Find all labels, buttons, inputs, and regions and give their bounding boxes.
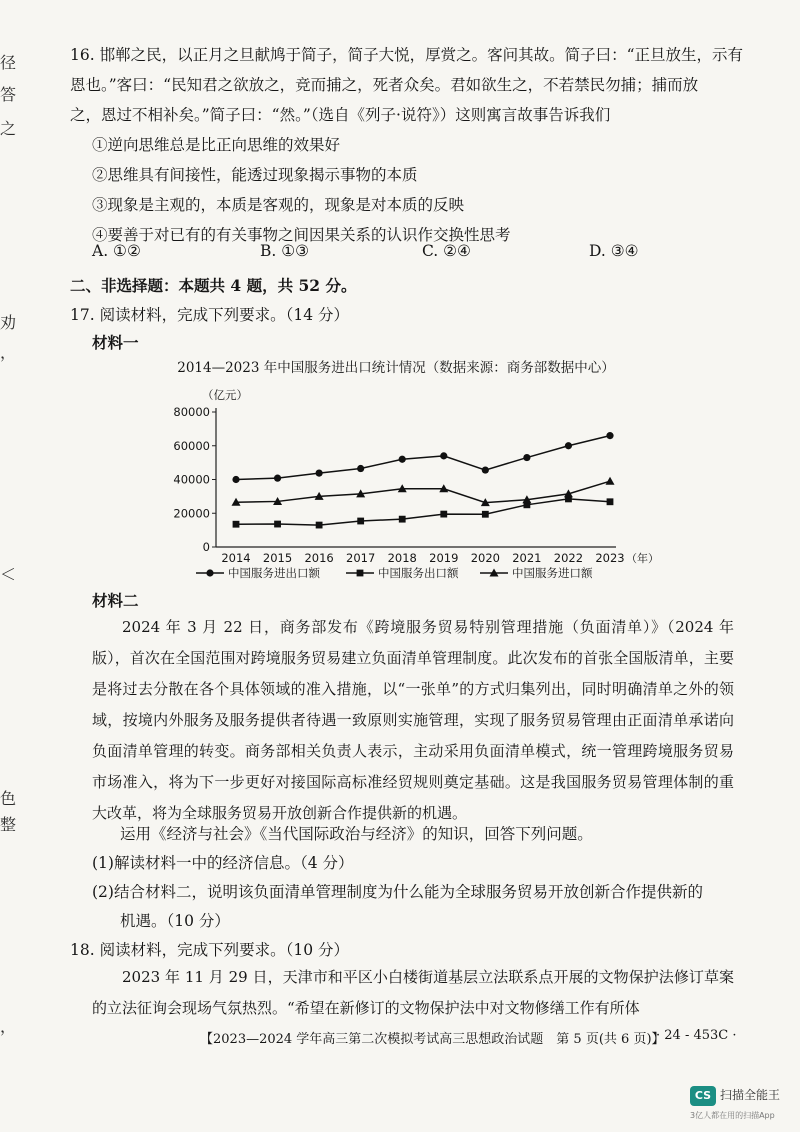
data-point [357, 570, 364, 577]
scanner-name: 扫描全能王 [720, 1088, 781, 1102]
y-tick-label: 80000 [173, 405, 210, 419]
data-point [565, 442, 572, 449]
legend-label: 中国服务进出口额 [228, 566, 320, 580]
series-line [236, 481, 610, 502]
data-point [316, 469, 323, 476]
data-point [316, 522, 323, 529]
x-tick-label: 2019 [429, 551, 459, 565]
q17-subquestion-2-cont: 机遇。（10 分） [120, 912, 230, 930]
q18-text: 2023 年 11 月 29 日，天津市和平区小白楼街道基层立法联系点开展的文物保护法修订草案的立法征询会现场气氛热烈。“希望在新修订的文物保护法中对文物修缮工作有所体 [92, 968, 734, 1017]
material-2-label: 材料二 [92, 591, 139, 610]
data-point [274, 475, 281, 482]
series-triangle [232, 477, 615, 506]
y-tick-label: 0 [202, 540, 210, 554]
q16-statement: ②思维具有间接性，能透过现象揭示事物的本质 [92, 166, 418, 184]
data-point [440, 452, 447, 459]
chart-title: 2014—2023 年中国服务进出口统计情况（数据来源：商务部数据中心） [177, 360, 615, 376]
q17-stem: 17. 阅读材料，完成下列要求。（14 分） [70, 306, 349, 324]
x-tick-label: 2017 [346, 551, 376, 565]
x-tick-label: 2020 [470, 551, 500, 565]
q17-subquestion-1: (1)解读材料一中的经济信息。（4 分） [92, 854, 354, 872]
q16-stem-line: 16. 邯郸之民，以正月之旦献鸠于简子，简子大悦，厚赏之。客问其故。简子曰：“正旦放生，示有 [70, 46, 744, 64]
q18-stem: 18. 阅读材料，完成下列要求。（10 分） [70, 941, 349, 959]
section-heading: 二、非选择题：本题共 4 题，共 52 分。 [70, 276, 357, 295]
option-b: B. ①③ [260, 242, 310, 260]
scanner-logo: CS [690, 1086, 716, 1106]
data-point [606, 432, 613, 439]
services-trade-chart [150, 352, 660, 584]
margin-fragment: ＜ [0, 565, 17, 584]
q16-stem-line: 之，恩过不相补矣。”简子曰：“然。”（选自《列子·说符》）这则寓言故事告诉我们 [70, 106, 611, 124]
x-axis-unit: （年） [626, 552, 659, 565]
x-tick-label: 2014 [221, 551, 251, 565]
q16-statement: ①逆向思维总是比正向思维的效果好 [92, 136, 341, 154]
data-point [232, 476, 239, 483]
paper-code: · 24 - 453C · [656, 1028, 737, 1043]
material-2-text: 2024 年 3 月 22 日，商务部发布《跨境服务贸易特别管理措施（负面清单）》（2024 年版），首次在全国范围对跨境服务贸易建立负面清单管理制度。此次发布的首张全国版清单，主要是将过去分散在各个具体领域的准入措施，以“一张单”的方式归集列出，同时明确清单之外的领域，按境内外服务及服务提供者待遇一致原则实施管理，实现了服务贸易管理由正面清单承诺向负面清单管理的转变。商务部相关负责人表示，主动采用负面清单模式，统一管理跨境服务贸易市场准入，将为下一步更好对接国际高标准经贸规则奠定基础。这是我国服务贸易管理体制的重大改革，将为全球服务贸易开放创新合作提供新的机遇。 [92, 618, 734, 822]
data-point [274, 521, 281, 528]
q16-statement: ③现象是主观的，本质是客观的，现象是对本质的反映 [92, 196, 465, 214]
margin-fragment: 整 [0, 815, 17, 834]
q17-subquestion-2: (2)结合材料二，说明该负面清单管理制度为什么能为全球服务贸易开放创新合作提供新的 [92, 883, 703, 901]
data-point [399, 516, 406, 523]
data-point [606, 477, 615, 485]
material-1-label: 材料一 [92, 333, 139, 352]
legend-label: 中国服务出口额 [378, 566, 459, 580]
x-tick-label: 2022 [553, 551, 584, 565]
data-point [482, 511, 489, 518]
margin-fragment: 劝 [0, 313, 17, 332]
data-point [357, 518, 364, 525]
margin-fragment: 径 [0, 53, 17, 72]
x-tick-label: 2023 [595, 551, 625, 565]
series-line [236, 499, 610, 525]
y-axis-label: （亿元） [202, 388, 248, 402]
x-tick-label: 2018 [387, 551, 417, 565]
series-circle [232, 432, 613, 483]
q16-stem-line: 恩也。”客曰：“民知君之欲放之，竞而捕之，死者众矣。君如欲生之，不若禁民勿捕；捕而放 [70, 76, 699, 94]
data-point [607, 498, 614, 505]
y-tick-label: 20000 [173, 506, 210, 521]
page-footer: 【2023—2024 学年高三第二次模拟考试高三思想政治试题 第 5 页(共 6 页)】 [200, 1032, 665, 1047]
scanner-tagline: 3亿人都在用的扫描App [690, 1111, 775, 1120]
margin-fragment: 答 [0, 85, 17, 104]
margin-fragment: 之 [0, 119, 17, 138]
x-tick-label: 2016 [304, 551, 334, 565]
x-tick-label: 2021 [512, 551, 542, 565]
x-tick-label: 2015 [262, 551, 293, 565]
option-c: C. ②④ [422, 242, 471, 260]
data-point [357, 465, 364, 472]
legend-label: 中国服务进口额 [512, 566, 593, 580]
y-tick-label: 60000 [173, 438, 210, 453]
data-point [233, 521, 240, 528]
margin-fragment: 色 [0, 789, 17, 808]
series-line [236, 436, 610, 480]
data-point [206, 569, 213, 576]
margin-fragment: ， [0, 343, 17, 362]
y-tick-label: 40000 [173, 472, 210, 487]
data-point [399, 456, 406, 463]
q17-instruction: 运用《经济与社会》《当代国际政治与经济》的知识，回答下列问题。 [120, 825, 593, 843]
option-d: D. ③④ [589, 242, 639, 260]
data-point [440, 511, 447, 518]
margin-fragment: ， [0, 1017, 17, 1036]
data-point [523, 454, 530, 461]
data-point [482, 466, 489, 473]
option-a: A. ①② [92, 242, 141, 260]
q16-statement: ④要善于对已有的有关事物之间因果关系的认识作交换性思考 [92, 226, 511, 244]
